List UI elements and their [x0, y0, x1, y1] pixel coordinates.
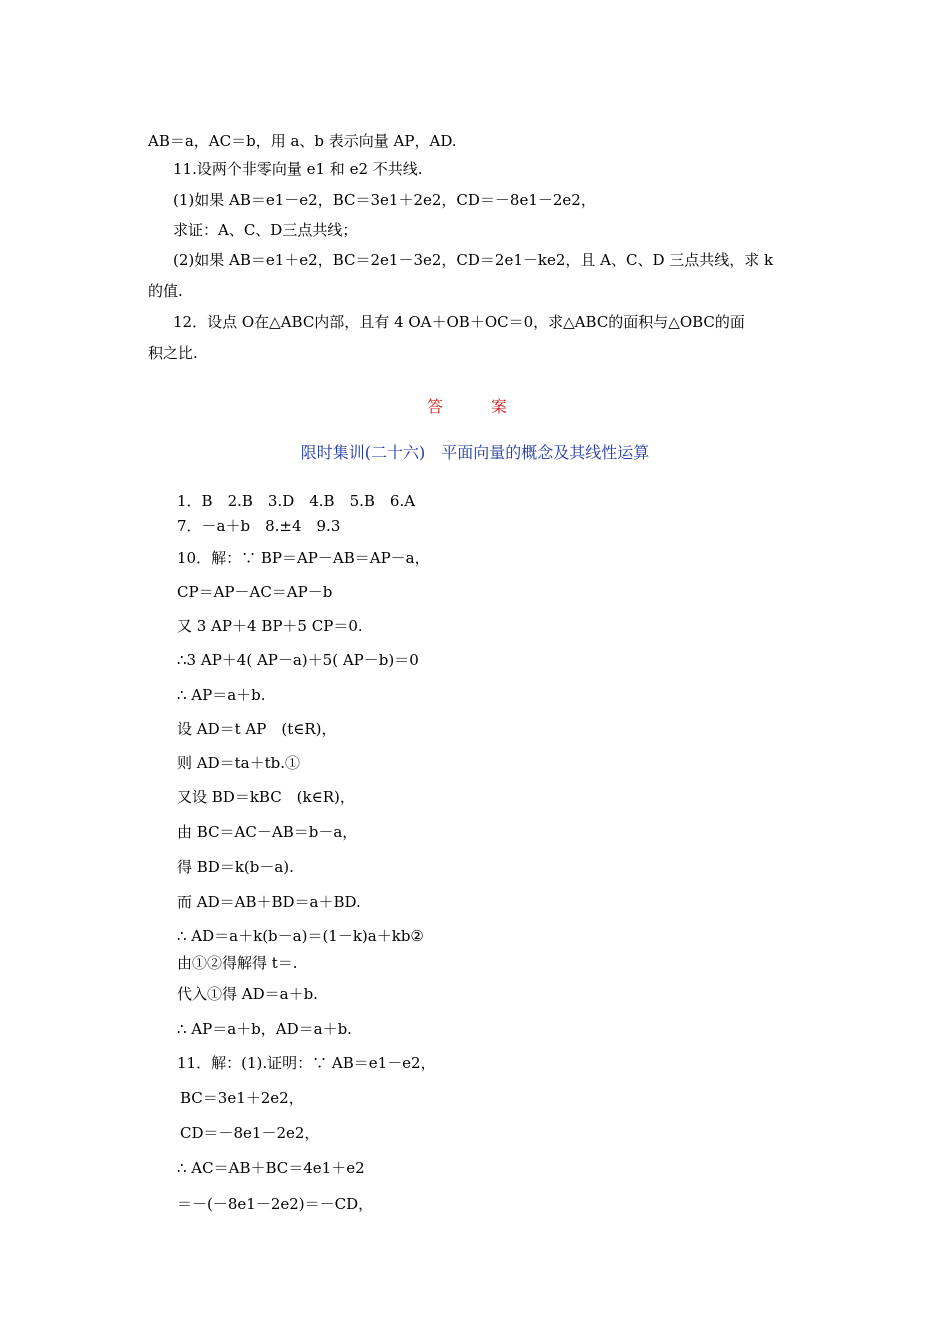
solution-line: CD＝－8e1－2e2， — [180, 1124, 320, 1142]
solution-line: 由①②得解得 t＝. — [177, 954, 298, 972]
solution-line: 得 BD＝k(b－a). — [177, 858, 294, 876]
text-line: 积之比. — [148, 344, 198, 362]
solution-line: ∴ AP＝a＋b. — [177, 686, 266, 704]
solution-line: ∴ AP＝a＋b，AD＝a＋b. — [177, 1020, 352, 1038]
solution-line: ＝－(－8e1－2e2)＝－CD， — [177, 1195, 374, 1213]
solution-line: ∴ AC＝AB＋BC＝4e1＋e2 — [177, 1159, 365, 1177]
problem-11: 11.设两个非零向量 e1 和 e2 不共线. — [173, 160, 423, 178]
text-line: 求证：A、C、D三点共线； — [173, 221, 358, 239]
problem-11-part-1: (1)如果 AB＝e1－e2，BC＝3e1＋2e2，CD＝－8e1－2e2， — [173, 191, 596, 209]
answer-line: 7．－a＋b 8.±4 9.3 — [177, 517, 341, 535]
solution-line: 由 BC＝AC－AB＝b－a， — [177, 823, 358, 841]
solution-line: 代入①得 AD＝a＋b. — [177, 985, 318, 1003]
solution-line: 设 AD＝t AP (t∈R)， — [177, 720, 337, 738]
solution-line: ∴ AD＝a＋k(b－a)＝(1－k)a＋kb② — [177, 927, 424, 945]
solution-line: 又设 BD＝kBC (k∈R)， — [177, 788, 355, 806]
answers-title: 答 案 — [426, 397, 523, 416]
solution-line: 而 AD＝AB＋BD＝a＋BD. — [177, 893, 361, 911]
section-title: 限时集训(二十六) 平面向量的概念及其线性运算 — [300, 443, 650, 462]
solution-line: ∴3 AP＋4( AP－a)＋5( AP－b)＝0 — [177, 651, 419, 669]
solution-line: BC＝3e1＋2e2， — [180, 1089, 304, 1107]
answer-line: 1．B 2.B 3.D 4.B 5.B 6.A — [177, 492, 416, 510]
problem-11-part-2: (2)如果 AB＝e1＋e2，BC＝2e1－3e2，CD＝2e1－ke2，且 A、C、D 三点共线，求 k — [173, 251, 774, 269]
text-line: 的值. — [148, 282, 183, 300]
solution-line: 则 AD＝ta＋tb.① — [177, 754, 300, 772]
solution-line: CP＝AP－AC＝AP－b — [177, 583, 333, 601]
problem-12: 12．设点 O在△ABC内部，且有 4 OA＋OB＋OC＝0，求△ABC的面积与△OBC的面 — [173, 313, 745, 331]
text-line: AB＝a，AC＝b，用 a、b 表示向量 AP，AD. — [148, 132, 457, 150]
solution-10: 10．解：∵ BP＝AP－AB＝AP－a， — [177, 549, 430, 567]
solution-line: 又 3 AP＋4 BP＋5 CP＝0. — [177, 617, 363, 635]
solution-11: 11．解：(1).证明：∵ AB＝e1－e2， — [177, 1054, 436, 1072]
